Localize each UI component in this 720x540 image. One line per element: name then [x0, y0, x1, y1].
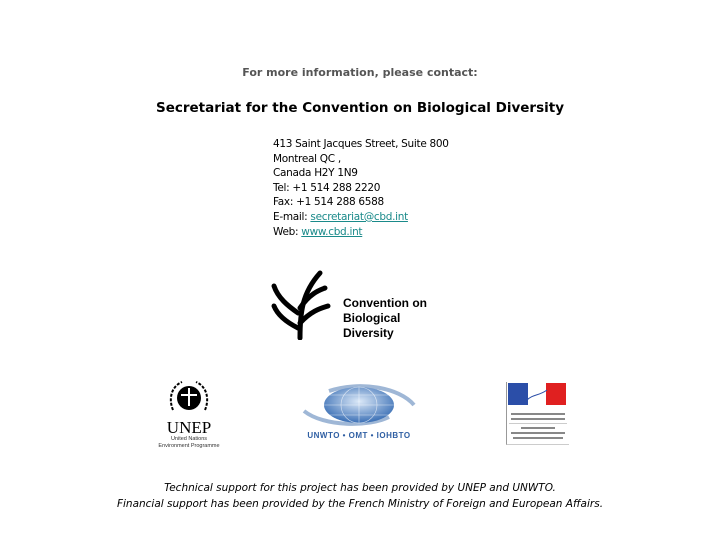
cbd-logo	[270, 268, 450, 340]
unep-logo	[152, 380, 226, 449]
footer-credits	[0, 480, 720, 512]
cbd-name-line1: Convention on	[343, 296, 427, 310]
technical-support-note: Technical support for this project has been provided by UNEP and UNWTO.	[164, 482, 556, 494]
french-ministry-logo	[506, 382, 569, 445]
web-label: Web:	[273, 225, 302, 238]
unep-name: UNEP	[166, 418, 212, 437]
unep-subtitle-2: Environment Programme	[158, 443, 220, 449]
cbd-leaf-icon	[270, 268, 340, 340]
telephone: Tel: +1 514 288 2220	[273, 181, 381, 194]
web-link[interactable]: www.cbd.int	[301, 225, 363, 238]
fax: Fax: +1 514 288 6588	[273, 196, 384, 209]
unwto-name: UNWTO • OMT • IOHBTO	[307, 431, 411, 440]
unwto-globe-icon	[299, 383, 419, 427]
organization-title: Secretariat for the Convention on Biological Diversity	[155, 100, 565, 116]
unwto-logo	[298, 383, 420, 443]
address-street: 413 Saint Jacques Street, Suite 800	[273, 138, 449, 150]
address-country: Canada H2Y 1N9	[273, 167, 358, 180]
marianne-flag-icon	[507, 382, 567, 406]
financial-support-note: Financial support has been provided by the French Ministry of Foreign and European Affairs.	[116, 498, 604, 510]
unep-emblem-icon	[168, 380, 210, 416]
email-label: E-mail:	[273, 210, 311, 223]
address-city: Montreal QC ,	[273, 152, 341, 165]
cbd-name-line2: Biological Diversity	[343, 311, 401, 340]
contact-heading: For more information, please contact:	[242, 66, 478, 79]
email-link[interactable]: secretariat@cbd.int	[310, 210, 408, 223]
contact-address	[273, 137, 449, 239]
unep-subtitle-1: United Nations	[170, 436, 208, 442]
